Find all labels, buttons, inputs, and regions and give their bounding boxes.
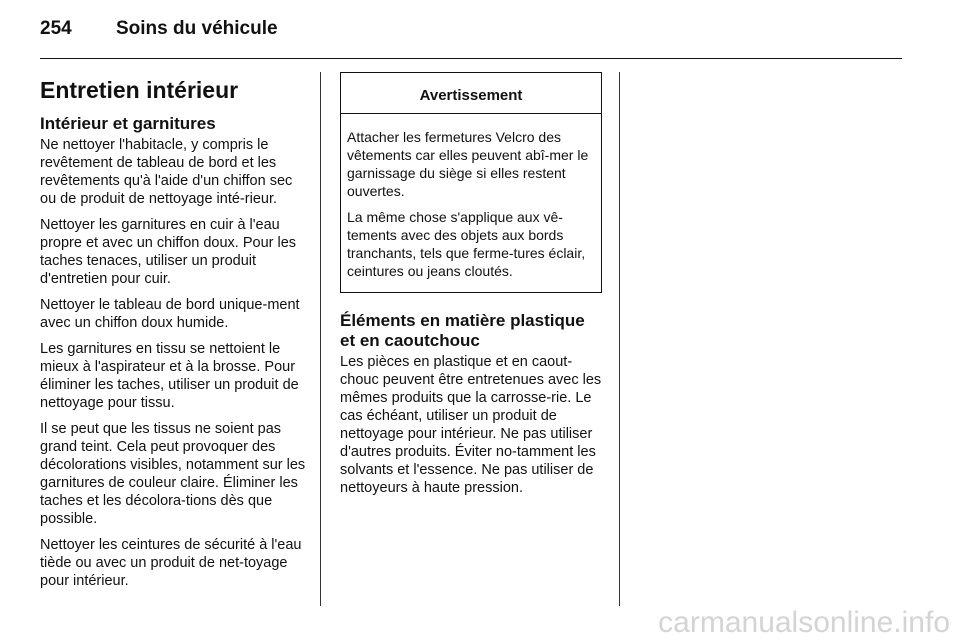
paragraph: Les pièces en plastique et en caout-chouc peuvent être entretenues avec les mêmes produits que la carrosse-rie. Le cas échéant, utiliser un produit de nettoyage pour intérieur. Ne pas utiliser d'autres produits. Éviter no-tamment les solvants et l'essence. Ne pas utiliser de nettoyeurs à haute pression. <box>340 354 602 496</box>
section-title: Entretien intérieur <box>40 77 239 103</box>
middle-column <box>340 72 602 505</box>
warning-box <box>340 72 602 293</box>
paragraph: Ne nettoyer l'habitacle, y compris le revêtement de tableau de bord et les revêtements qu'à l'aide d'un chiffon sec ou de produit de nettoyage inté-rieur. <box>40 137 293 207</box>
paragraph: Nettoyer les ceintures de sécurité à l'eau tiède ou avec un produit de net-toyage pour intérieur. <box>40 537 302 589</box>
paragraph: Nettoyer le tableau de bord unique-ment avec un chiffon doux humide. <box>40 297 300 331</box>
warning-title: Avertissement <box>341 73 601 114</box>
warning-paragraph: La même chose s'applique aux vê-tements avec des objets aux bords tranchants, tels que ferme-tures éclair, ceintures ou jeans cloutés. <box>347 209 586 279</box>
subsection-title-interior: Intérieur et garnitures <box>40 114 216 133</box>
column-divider <box>619 72 620 606</box>
warning-paragraph: Attacher les fermetures Velcro des vêtements car elles peuvent abî-mer le garnissage du siège si elles restent ouvertes. <box>347 129 589 199</box>
column-divider <box>320 72 321 606</box>
paragraph: Il se peut que les tissus ne soient pas grand teint. Cela peut provoquer des décolorations visibles, notamment sur les garnitures de couleur claire. Éliminer les taches et les décolora-tions dès que possible. <box>40 421 306 527</box>
header-divider <box>40 58 902 59</box>
left-column <box>40 72 308 598</box>
page-header <box>40 18 278 48</box>
subsection-title-plastics: Éléments en matière plastique et en caoutchouc <box>340 311 585 350</box>
paragraph: Nettoyer les garnitures en cuir à l'eau propre et avec un chiffon doux. Pour les taches tenaces, utiliser un produit d'entretien pour cuir. <box>40 217 297 287</box>
paragraph: Les garnitures en tissu se nettoient le mieux à l'aspirateur et à la brosse. Pour éliminer les taches, utiliser un produit de nettoyage pour tissu. <box>40 341 299 411</box>
chapter-title: Soins du véhicule <box>116 18 278 39</box>
watermark-text: carmanualsonline.info <box>658 606 950 639</box>
warning-body <box>341 114 601 292</box>
page-number: 254 <box>40 18 72 39</box>
